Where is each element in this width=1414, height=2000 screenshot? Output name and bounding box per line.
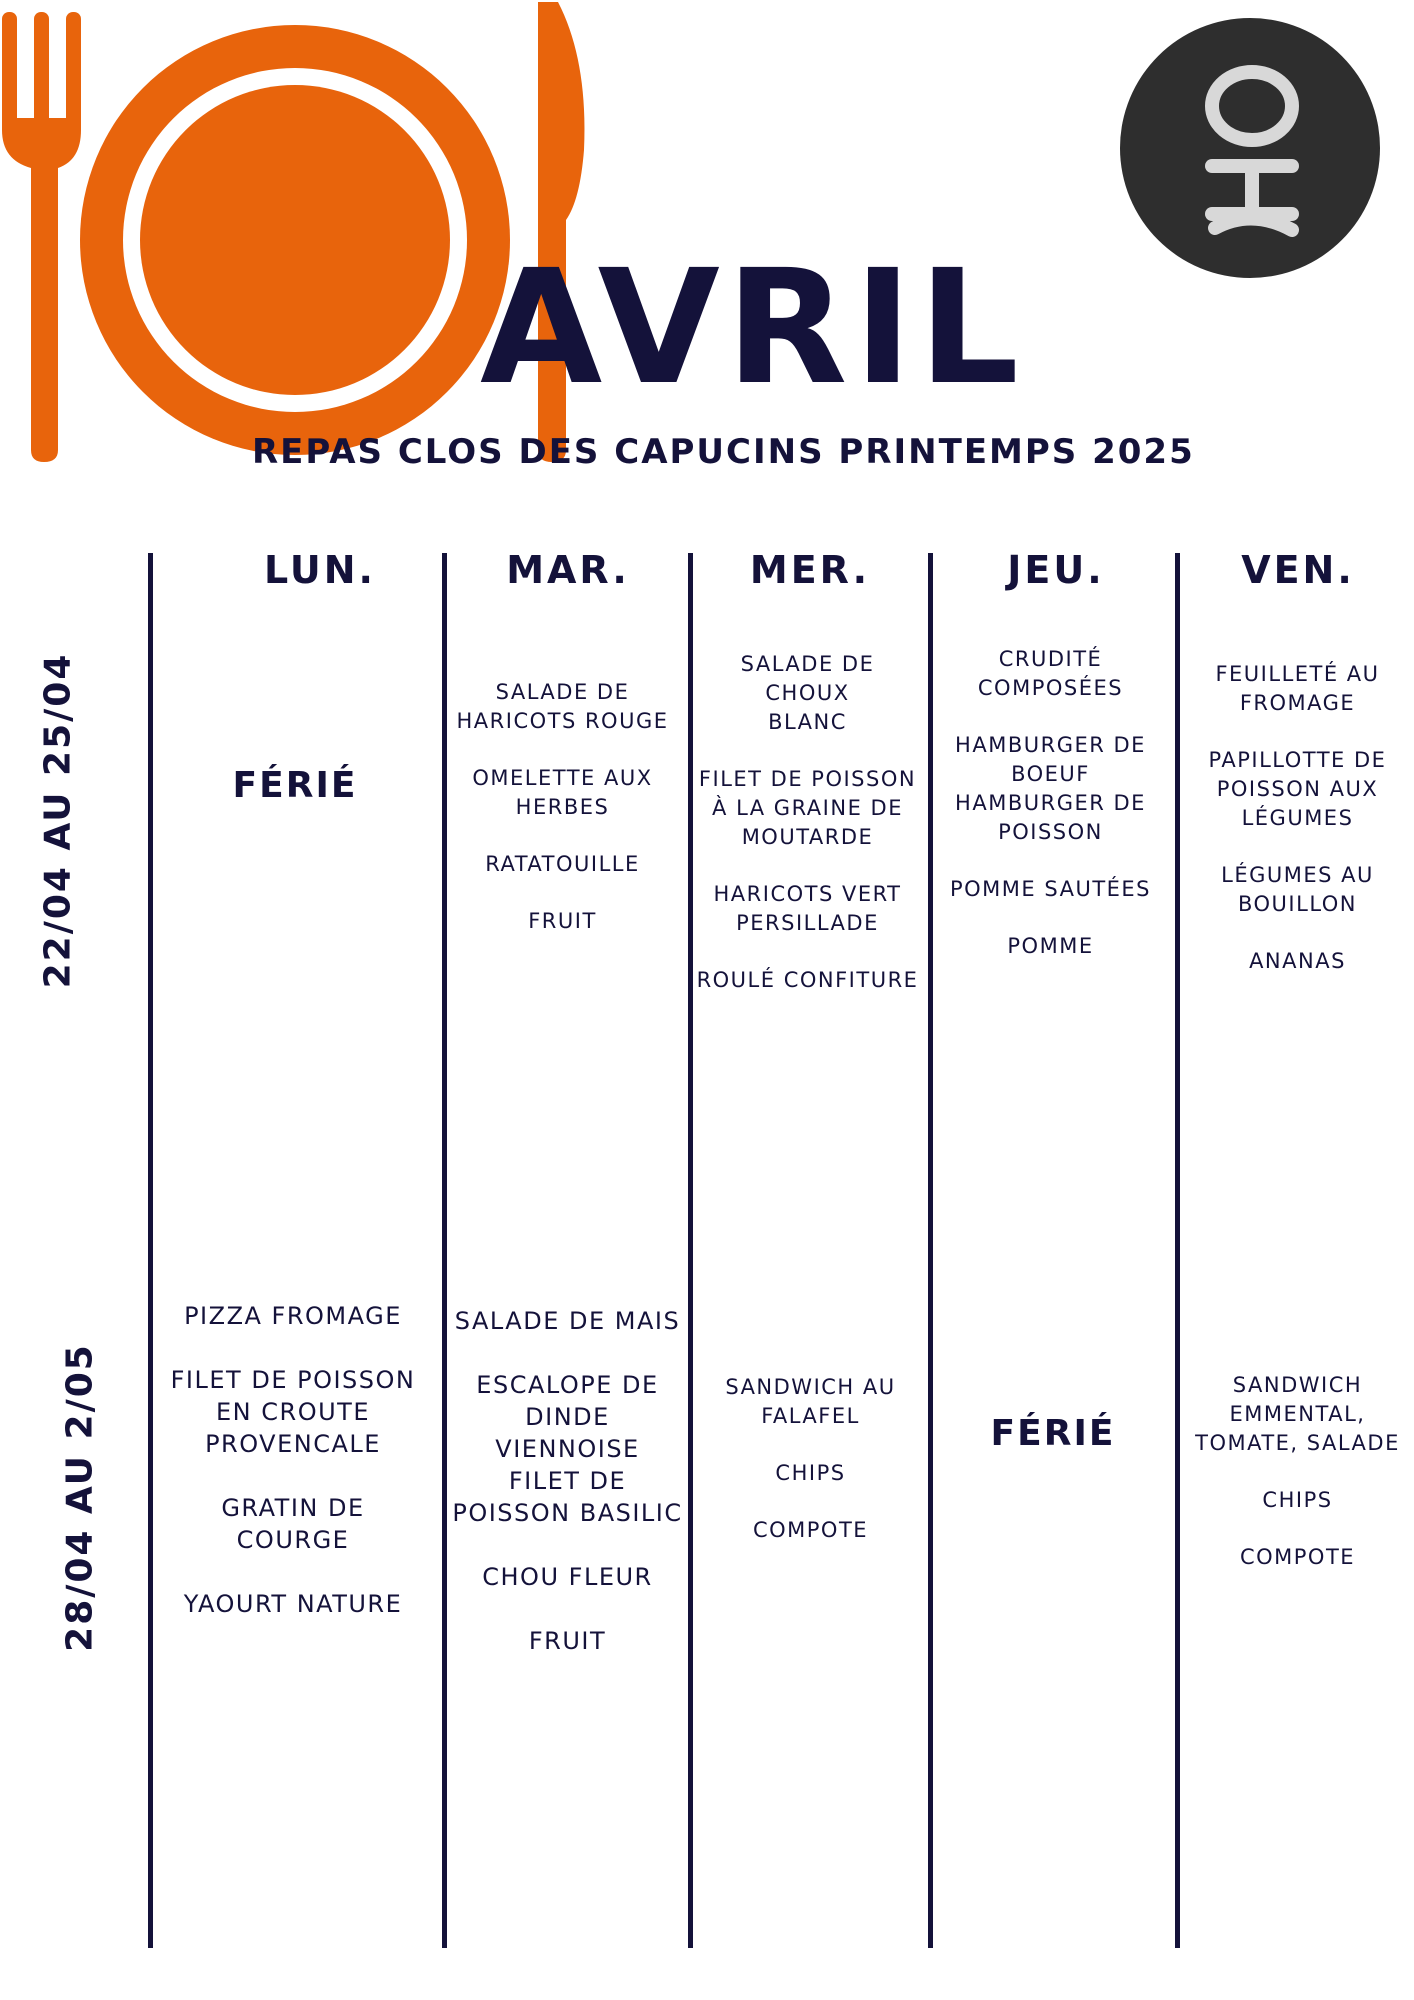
menu-cell: [1185, 1371, 1410, 1572]
menu-item: FRUIT: [528, 909, 597, 933]
logo-badge-icon: [1120, 18, 1380, 278]
menu-item: FILET DE POISSON À LA GRAINE DE MOUTARDE: [698, 767, 917, 849]
menu-item: GRATIN DE COURGE: [221, 1494, 365, 1554]
menu-item: CHIPS: [775, 1461, 846, 1485]
menu-cell: [158, 1300, 428, 1620]
day-header-jeu: JEU.: [1007, 548, 1105, 592]
menu-item: SANDWICH EMMENTAL, TOMATE, SALADE: [1195, 1373, 1400, 1455]
menu-cell: [450, 1305, 685, 1657]
menu-item: POMME: [1007, 934, 1094, 958]
menu-item: ROULÉ CONFITURE: [696, 968, 919, 992]
menu-item: ESCALOPE DE DINDE VIENNOISE FILET DE POISSON BASILIC: [452, 1371, 683, 1527]
day-header-mer: MER.: [749, 548, 871, 592]
day-header-mar: MAR.: [506, 548, 630, 592]
menu-item: RATATOUILLE: [485, 852, 640, 876]
week-label-2: 28/04 AU 2/05: [59, 1343, 101, 1652]
menu-cell: [698, 1373, 923, 1545]
column-divider: [148, 553, 153, 1948]
holiday-label: FÉRIÉ: [232, 765, 358, 806]
day-header-lun: LUN.: [264, 548, 376, 592]
column-divider: [1175, 553, 1180, 1948]
menu-item: FILET DE POISSON EN CROUTE PROVENCALE: [170, 1366, 416, 1458]
holiday-label: FÉRIÉ: [990, 1413, 1116, 1454]
menu-cell: [938, 645, 1163, 961]
menu-cell: [450, 678, 675, 936]
menu-item: FRUIT: [528, 1627, 607, 1655]
menu-item: PAPILLOTTE DE POISSON AUX LÉGUMES: [1208, 748, 1387, 830]
page-subtitle: REPAS CLOS DES CAPUCINS PRINTEMPS 2025: [252, 432, 1195, 472]
menu-item: SALADE DE CHOUX BLANC: [740, 652, 875, 734]
menu-item: PIZZA FROMAGE: [184, 1302, 402, 1330]
menu-item: FEUILLETÉ AU FROMAGE: [1215, 662, 1380, 715]
menu-item: HARICOTS VERT PERSILLADE: [713, 882, 902, 935]
menu-item: COMPOTE: [752, 1518, 869, 1542]
menu-item: OMELETTE AUX HERBES: [472, 766, 653, 819]
month-title: AVRIL: [480, 236, 1025, 420]
menu-item: SALADE DE MAIS: [454, 1307, 681, 1335]
menu-item: CHOU FLEUR: [482, 1563, 653, 1591]
column-divider: [688, 553, 693, 1948]
menu-item: COMPOTE: [1239, 1545, 1356, 1569]
menu-cell: [695, 650, 920, 995]
menu-item: SANDWICH AU FALAFEL: [725, 1375, 896, 1428]
menu-item: SALADE DE HARICOTS ROUGE: [456, 680, 669, 733]
menu-item: YAOURT NATURE: [183, 1590, 403, 1618]
menu-cell: [1185, 660, 1410, 976]
menu-item: LÉGUMES AU BOUILLON: [1221, 863, 1374, 916]
column-divider: [442, 553, 447, 1948]
menu-item: ANANAS: [1249, 949, 1346, 973]
menu-item: HAMBURGER DE BOEUF HAMBURGER DE POISSON: [955, 733, 1146, 844]
week-label-1: 22/04 AU 25/04: [37, 652, 79, 989]
menu-item: POMME SAUTÉES: [949, 877, 1152, 901]
menu-item: CHIPS: [1262, 1488, 1333, 1512]
column-divider: [928, 553, 933, 1948]
day-header-ven: VEN.: [1241, 548, 1355, 592]
menu-item: CRUDITÉ COMPOSÉES: [977, 647, 1124, 700]
